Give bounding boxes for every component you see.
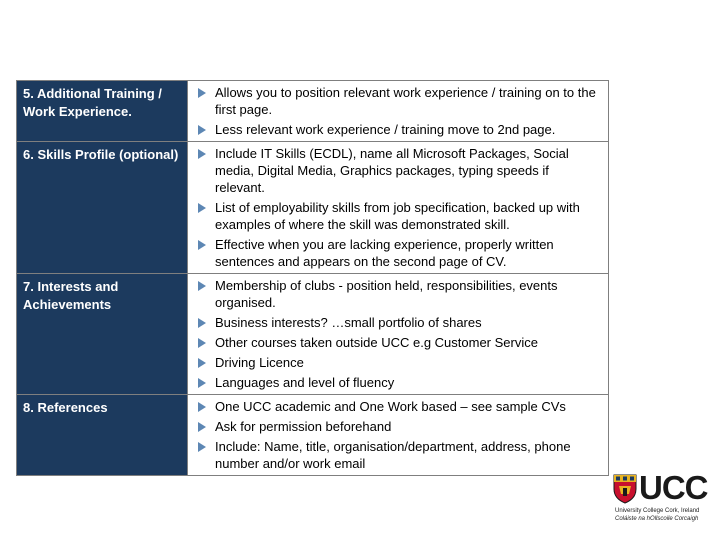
bullet-item: [188, 84, 600, 118]
bullet-item: [188, 334, 600, 351]
table-row: [17, 395, 609, 476]
table-row: [17, 274, 609, 395]
bullet-item: [188, 121, 600, 138]
bullet-item: [188, 236, 600, 270]
bullet-text: Business interests? …small portfolio of shares: [215, 315, 482, 330]
bullet-text: One UCC academic and One Work based – see sample CVs: [215, 399, 566, 414]
ucc-crest-icon: [613, 474, 637, 504]
row-heading: 6. Skills Profile (optional): [17, 142, 188, 274]
row-content: [188, 395, 609, 476]
bullet-text: Driving Licence: [215, 355, 304, 370]
arrow-bullet-icon: [198, 378, 206, 388]
bullet-item: [188, 199, 600, 233]
bullet-text: Effective when you are lacking experience, properly written sentences and appears on the second page of CV.: [215, 237, 554, 269]
arrow-bullet-icon: [198, 203, 206, 213]
bullet-text: Other courses taken outside UCC e.g Customer Service: [215, 335, 538, 350]
bullet-item: [188, 374, 600, 391]
cv-sections-table: [16, 80, 609, 476]
row-heading: 7. Interests and Achievements: [17, 274, 188, 395]
table-row: [17, 81, 609, 142]
bullet-text: Allows you to position relevant work experience / training on to the first page.: [215, 85, 596, 117]
arrow-bullet-icon: [198, 442, 206, 452]
arrow-bullet-icon: [198, 422, 206, 432]
row-content: [188, 142, 609, 274]
arrow-bullet-icon: [198, 338, 206, 348]
bullet-item: [188, 418, 600, 435]
row-heading: 5. Additional Training / Work Experience.: [17, 81, 188, 142]
bullet-text: Include IT Skills (ECDL), name all Microsoft Packages, Social media, Digital Media, Graphics packages, typing speeds if relevant.: [215, 146, 569, 195]
bullet-text: Less relevant work experience / training move to 2nd page.: [215, 122, 556, 137]
bullet-text: List of employability skills from job specification, backed up with examples of where the skill was demonstrated skill.: [215, 200, 580, 232]
bullet-item: [188, 314, 600, 331]
logo-subtitle-english: University College Cork, Ireland: [615, 508, 700, 514]
bullet-item: [188, 398, 600, 415]
bullet-item: [188, 354, 600, 371]
bullet-text: Ask for permission beforehand: [215, 419, 392, 434]
arrow-bullet-icon: [198, 318, 206, 328]
arrow-bullet-icon: [198, 240, 206, 250]
bullet-item: [188, 145, 600, 196]
bullet-item: [188, 438, 600, 472]
bullet-text: Membership of clubs - position held, responsibilities, events organised.: [215, 278, 558, 310]
bullet-item: [188, 277, 600, 311]
bullet-list: [188, 84, 600, 138]
arrow-bullet-icon: [198, 281, 206, 291]
ucc-wordmark: UCC: [639, 469, 708, 506]
row-content: [188, 81, 609, 142]
logo-subtitle-irish: Coláiste na hOllscoile Corcaigh: [615, 516, 699, 522]
arrow-bullet-icon: [198, 88, 206, 98]
arrow-bullet-icon: [198, 358, 206, 368]
arrow-bullet-icon: [198, 402, 206, 412]
ucc-logo: [613, 469, 708, 530]
bullet-text: Languages and level of fluency: [215, 375, 395, 390]
bullet-text: Include: Name, title, organisation/department, address, phone number and/or work email: [215, 439, 571, 471]
table-row: [17, 142, 609, 274]
bullet-list: [188, 398, 600, 472]
row-heading: 8. References: [17, 395, 188, 476]
bullet-list: [188, 277, 600, 391]
arrow-bullet-icon: [198, 125, 206, 135]
arrow-bullet-icon: [198, 149, 206, 159]
row-content: [188, 274, 609, 395]
bullet-list: [188, 145, 600, 270]
